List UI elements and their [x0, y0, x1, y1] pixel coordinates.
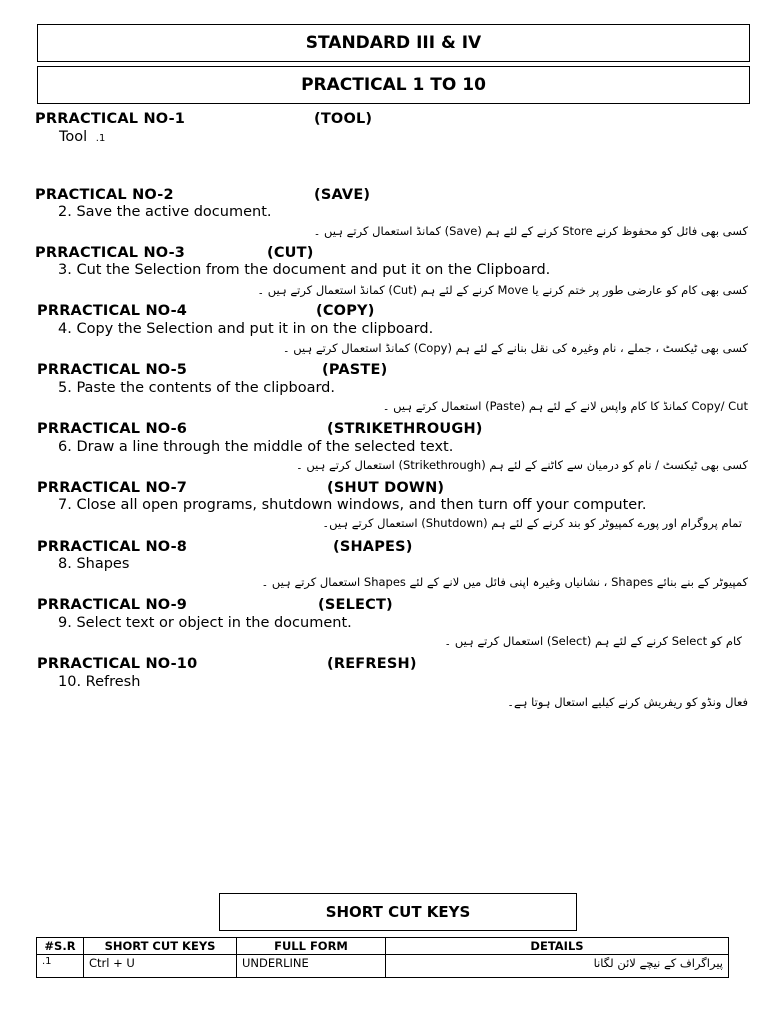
practical-tag: (COPY) [316, 303, 375, 319]
practical-heading: PRACTICAL NO-2 [35, 187, 174, 203]
column-header: DETAILS [386, 938, 729, 955]
practical-item: 5. Paste the contents of the clipboard. [58, 380, 335, 396]
page-subtitle: PRACTICAL 1 TO 10 [301, 75, 486, 95]
shortcut-table [36, 937, 729, 978]
practical-urdu: کمپیوٹر کے بنے بنائے Shapes ، نشانیاں وغیرہ اپنی فائل میں لانے کے لئے Shapes استعمال کرتے ہیں ۔ [261, 575, 748, 589]
practical-urdu: کسی بھی ٹیکسٹ ، جملے ، نام وغیرہ کی نقل بنانے کے لئے ہم (Copy) کمانڈ استعمال کرتے ہیں ۔ [282, 341, 748, 355]
table-row [37, 955, 729, 978]
practical-heading: PRRACTICAL NO-10 [37, 656, 198, 672]
practical-tag: (CUT) [267, 245, 314, 261]
column-header: FULL FORM [237, 938, 386, 955]
table-header-row [37, 938, 729, 955]
practical-item: 6. Draw a line through the middle of the selected text. [58, 439, 454, 455]
practical-tag: (TOOL) [314, 111, 373, 127]
practical-urdu: فعال ونڈو کو ریفریش کرنے کیلیے استعال ہوتا ہے۔ [507, 695, 748, 709]
column-header: SHORT CUT KEYS [84, 938, 237, 955]
practical-urdu: کام کو Select کرنے کے لئے ہم (Select) استعمال کرتے ہیں ۔ [444, 634, 742, 648]
practical-item: Tool .1 [59, 129, 106, 145]
practical-tag: (REFRESH) [327, 656, 417, 672]
practical-heading: PRRACTICAL NO-3 [35, 245, 186, 261]
practical-tag: (PASTE) [322, 362, 388, 378]
shortcut-title: SHORT CUT KEYS [325, 903, 471, 921]
practical-heading: PRRACTICAL NO-9 [37, 597, 188, 613]
practical-heading: PRRACTICAL NO-4 [37, 303, 188, 319]
subtitle-box [37, 66, 750, 104]
practical-item: 2. Save the active document. [58, 204, 272, 220]
practical-urdu: کسی بھی فائل کو محفوظ کرنے Store کرنے کے لئے ہم (Save) کمانڈ استعمال کرتے ہیں ۔ [313, 224, 748, 238]
shortcut-title-box [219, 893, 577, 931]
practical-heading: PRRACTICAL NO-8 [37, 539, 188, 555]
practical-heading: PRRACTICAL NO-1 [35, 111, 186, 127]
practical-tag: (SAVE) [314, 187, 371, 203]
cell-details: پیراگراف کے نیچے لائن لگانا [386, 955, 729, 978]
practical-item: 10. Refresh [58, 674, 141, 690]
cell-sr: .1 [37, 955, 84, 978]
practical-heading: PRRACTICAL NO-7 [37, 480, 188, 496]
practical-item: 7. Close all open programs, shutdown windows, and then turn off your computer. [58, 497, 647, 513]
practical-item: 8. Shapes [58, 556, 130, 572]
cell-key: Ctrl + U [84, 955, 237, 978]
column-header: #S.R [37, 938, 84, 955]
practical-urdu: کسی بھی کام کو عارضی طور پر ختم کرنے یا Move کرنے کے لئے ہم (Cut) کمانڈ استعمال کرتے ہیں ۔ [257, 283, 748, 297]
practical-heading: PRRACTICAL NO-5 [37, 362, 188, 378]
practical-item: 3. Cut the Selection from the document and put it on the Clipboard. [58, 262, 551, 278]
practical-tag: (SHUT DOWN) [327, 480, 445, 496]
practical-tag: (STRIKETHROUGH) [327, 421, 483, 437]
practical-urdu: تمام پروگرام اور پورے کمپیوٹر کو بند کرنے کے لئے ہم (Shutdown) استعمال کرتے ہیں۔ [322, 516, 742, 530]
practical-item: 9. Select text or object in the document. [58, 615, 352, 631]
practical-urdu: کسی بھی ٹیکسٹ / نام کو درمیان سے کاٹنے کے لئے ہم (Strikethrough) استعمال کرتے ہیں ۔ [296, 458, 748, 472]
practical-urdu: Copy/ Cut کمانڈ کا کام واپس لانے کے لئے ہم (Paste) استعمال کرتے ہیں ۔ [382, 399, 748, 413]
title-box [37, 24, 750, 62]
practical-tag: (SELECT) [318, 597, 393, 613]
page-title: STANDARD III & IV [305, 33, 482, 53]
cell-full-form: UNDERLINE [237, 955, 386, 978]
practical-item: 4. Copy the Selection and put it in on the clipboard. [58, 321, 434, 337]
practical-heading: PRRACTICAL NO-6 [37, 421, 188, 437]
practical-tag: (SHAPES) [333, 539, 413, 555]
